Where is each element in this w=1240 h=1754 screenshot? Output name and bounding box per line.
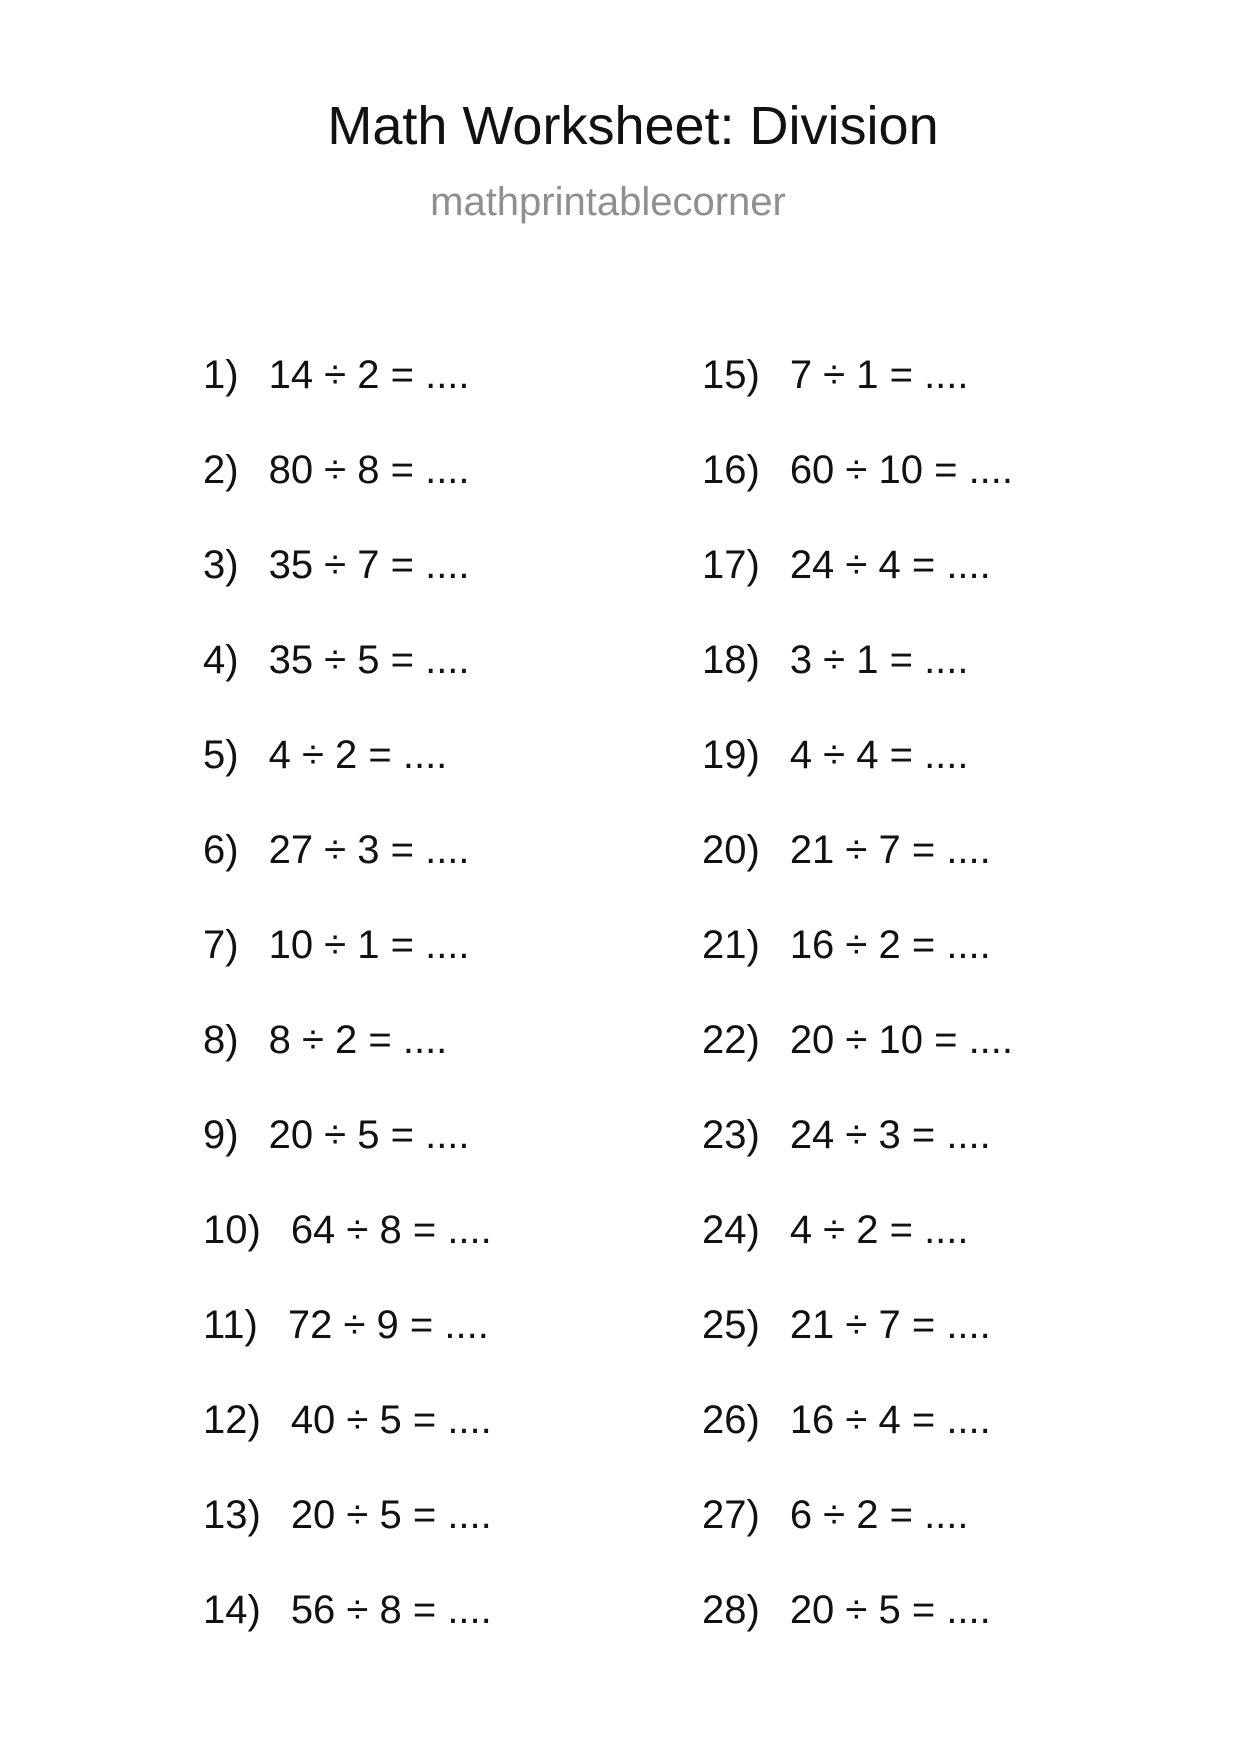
- problem-number: 14): [203, 1587, 261, 1632]
- problem-expression: 8 ÷ 2 = ....: [268, 1017, 448, 1062]
- problem-row: [702, 1182, 1013, 1277]
- problem-row: [203, 1277, 492, 1372]
- problem-expression: 4 ÷ 4 = ....: [789, 732, 969, 777]
- problem-row: [203, 422, 492, 517]
- problem-expression: 20 ÷ 5 = ....: [290, 1492, 492, 1537]
- problem-expression: 27 ÷ 3 = ....: [268, 827, 470, 872]
- problem-expression: 3 ÷ 1 = ....: [789, 637, 969, 682]
- problem-row: [702, 802, 1013, 897]
- problem-number: 2): [203, 447, 239, 492]
- problem-row: [702, 1087, 1013, 1182]
- problem-number: 23): [702, 1112, 760, 1157]
- problem-number: 5): [203, 732, 239, 777]
- problem-number: 21): [702, 922, 760, 967]
- problem-expression: 16 ÷ 2 = ....: [789, 922, 991, 967]
- problem-number: 19): [702, 732, 760, 777]
- problem-number: 27): [702, 1492, 760, 1537]
- problem-expression: 72 ÷ 9 = ....: [287, 1302, 489, 1347]
- problem-number: 9): [203, 1112, 239, 1157]
- problem-row: [702, 897, 1013, 992]
- problem-expression: 4 ÷ 2 = ....: [789, 1207, 969, 1252]
- problem-number: 1): [203, 352, 239, 397]
- problem-expression: 24 ÷ 3 = ....: [789, 1112, 991, 1157]
- problem-expression: 64 ÷ 8 = ....: [290, 1207, 492, 1252]
- problem-number: 13): [203, 1492, 261, 1537]
- problem-row: [702, 1467, 1013, 1562]
- problem-row: [203, 1087, 492, 1182]
- problem-number: 4): [203, 637, 239, 682]
- problem-row: [702, 1277, 1013, 1372]
- problem-row: [203, 612, 492, 707]
- problem-expression: 35 ÷ 5 = ....: [268, 637, 470, 682]
- problem-number: 16): [702, 447, 760, 492]
- problems-column-right: [702, 327, 1013, 1657]
- problem-number: 8): [203, 1017, 239, 1062]
- problem-row: [203, 1372, 492, 1467]
- problem-number: 25): [702, 1302, 760, 1347]
- worksheet-subtitle: mathprintablecorner: [430, 180, 786, 224]
- problem-expression: 10 ÷ 1 = ....: [268, 922, 470, 967]
- problem-expression: 40 ÷ 5 = ....: [290, 1397, 492, 1442]
- problem-expression: 21 ÷ 7 = ....: [789, 827, 991, 872]
- problem-expression: 14 ÷ 2 = ....: [268, 352, 470, 397]
- problem-expression: 7 ÷ 1 = ....: [789, 352, 969, 397]
- problem-expression: 24 ÷ 4 = ....: [789, 542, 991, 587]
- problem-expression: 56 ÷ 8 = ....: [290, 1587, 492, 1632]
- worksheet-title: Math Worksheet: Division: [327, 96, 939, 156]
- problem-expression: 80 ÷ 8 = ....: [268, 447, 470, 492]
- problem-number: 24): [702, 1207, 760, 1252]
- problem-number: 15): [702, 352, 760, 397]
- problem-row: [702, 1562, 1013, 1657]
- problem-row: [203, 517, 492, 612]
- problem-row: [702, 1372, 1013, 1467]
- problem-expression: 20 ÷ 10 = ....: [789, 1017, 1014, 1062]
- problem-number: 11): [203, 1302, 258, 1347]
- problem-row: [702, 612, 1013, 707]
- problem-expression: 21 ÷ 7 = ....: [789, 1302, 991, 1347]
- problem-expression: 20 ÷ 5 = ....: [789, 1587, 991, 1632]
- problems-column-left: [203, 327, 492, 1657]
- problem-row: [702, 422, 1013, 517]
- problem-number: 10): [203, 1207, 261, 1252]
- problem-number: 20): [702, 827, 760, 872]
- problem-number: 6): [203, 827, 239, 872]
- problem-number: 28): [702, 1587, 760, 1632]
- problem-row: [203, 327, 492, 422]
- problem-row: [203, 992, 492, 1087]
- problem-expression: 35 ÷ 7 = ....: [268, 542, 470, 587]
- problem-row: [702, 707, 1013, 802]
- problem-number: 3): [203, 542, 239, 587]
- problem-row: [203, 1562, 492, 1657]
- problem-number: 12): [203, 1397, 261, 1442]
- problem-row: [203, 1467, 492, 1562]
- problem-expression: 20 ÷ 5 = ....: [268, 1112, 470, 1157]
- problem-expression: 60 ÷ 10 = ....: [789, 447, 1014, 492]
- problem-row: [203, 802, 492, 897]
- problem-number: 7): [203, 922, 239, 967]
- problem-number: 22): [702, 1017, 760, 1062]
- problem-row: [203, 897, 492, 992]
- problem-number: 26): [702, 1397, 760, 1442]
- problem-row: [203, 1182, 492, 1277]
- problem-number: 18): [702, 637, 760, 682]
- problem-expression: 6 ÷ 2 = ....: [789, 1492, 969, 1537]
- problem-row: [702, 327, 1013, 422]
- problem-number: 17): [702, 542, 760, 587]
- problem-row: [203, 707, 492, 802]
- problem-expression: 4 ÷ 2 = ....: [268, 732, 448, 777]
- problem-row: [702, 992, 1013, 1087]
- problem-expression: 16 ÷ 4 = ....: [789, 1397, 991, 1442]
- problem-row: [702, 517, 1013, 612]
